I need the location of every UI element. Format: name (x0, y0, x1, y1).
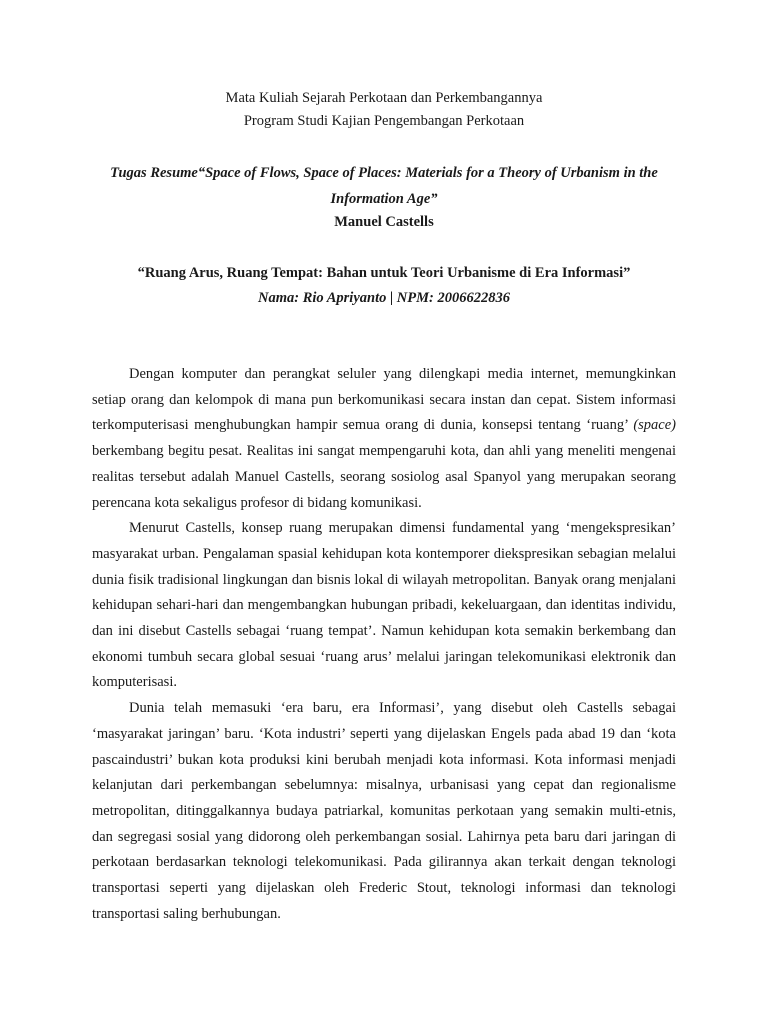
program-title: Program Studi Kajian Pengembangan Perkotaan (243, 113, 525, 129)
paragraph-3: Dunia telah memasuki ‘era baru, era Informasi’, yang disebut oleh Castells sebagai ‘masyarakat jaringan’ baru. ‘Kota industri’ seperti yang dijelaskan Engels pada abad 19 dan ‘kota pascaindustri’ bukan kota produksi kini berubah menjadi kota informasi. Kota informasi menjadi kelanjutan dari perkembangan sebelumnya: misalnya, urbanisasi yang cepat dan regionalisme metropolitan, ditinggalkannya budaya patriarkal, komunitas perkotaan yang semakin multi-etnis, dan segregasi sosial yang didorong oleh perkembangan sosial. Lahirnya peta baru dari jaringan di perkotaan berdasarkan teknologi telekomunikasi. Pada gilirannya akan terkait dengan teknologi transportasi seperti yang dijelaskan oleh Frederic Stout, teknologi informasi dan teknologi transportasi saling berhubungan. (92, 700, 676, 922)
author-name: Manuel Castells (334, 214, 434, 230)
paragraph-1-text-start: Dengan komputer dan perangkat seluler yang dilengkapi media internet, memungkinkan setiap orang dan kelompok di mana pun berkomunikasi secara instan dan cepat. Sistem informasi terkomputerisasi menghubungkan hampir semua orang di dunia, konsepsi tentang ‘ruang’ (92, 366, 676, 434)
assignment-title: Tugas Resume“Space of Flows, Space of Places: Materials for a Theory of Urbanism in the Information Age” (110, 165, 658, 207)
paragraph-1-italic-term: (space) (633, 417, 676, 434)
student-info: Nama: Rio Apriyanto | NPM: 2006622836 (258, 290, 510, 306)
indonesian-title: “Ruang Arus, Ruang Tempat: Bahan untuk Teori Urbanisme di Era Informasi” (137, 265, 631, 281)
course-title: Mata Kuliah Sejarah Perkotaan dan Perkembangannya (225, 90, 543, 106)
paragraph-1 (92, 362, 676, 516)
paragraph-1-text-end: berkembang begitu pesat. Realitas ini sangat mempengaruhi kota, dan ahli yang meneliti mengenai realitas tersebut adalah Manuel Castells, seorang sosiolog asal Spanyol yang merupakan seorang perencana kota sekaligus profesor di bidang komunikasi. (92, 443, 676, 511)
body-text (92, 362, 676, 927)
paragraph-2: Menurut Castells, konsep ruang merupakan dimensi fundamental yang ‘mengekspresikan’ masyarakat urban. Pengalaman spasial kehidupan kota kontemporer diekspresikan sebagian melalui dunia fisik tradisional lingkungan dan bisnis lokal di wilayah metropolitan. Banyak orang menjalani kehidupan sehari-hari dan mengembangkan hubungan pribadi, kekeluargaan, dan identitas individu, dan ini disebut Castells sebagai ‘ruang tempat’. Namun kehidupan kota semakin berkembang dan ekonomi tumbuh secara global sesuai ‘ruang arus’ melalui jaringan telekomunikasi elektronik dan komputerisasi. (92, 520, 676, 691)
